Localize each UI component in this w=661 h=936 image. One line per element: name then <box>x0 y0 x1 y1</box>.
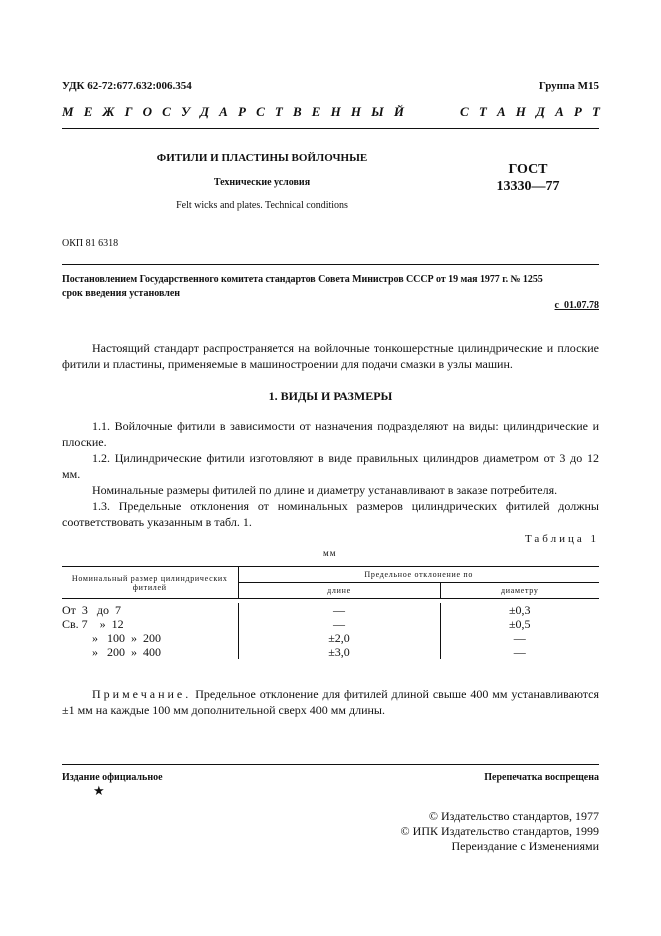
paragraph-1-1: 1.1. Войлочные фитили в зависимости от назначения подразделяют на виды: цилиндрические и плоские. <box>62 419 599 449</box>
size-cell: » 100 » 200 <box>92 631 161 645</box>
table-note <box>62 686 599 718</box>
size-cell: » 200 » 400 <box>92 645 161 659</box>
footer-divider <box>62 764 599 765</box>
group-code: Группа М15 <box>538 80 599 92</box>
reprint-prohibited: Перепечатка воспрещена <box>484 772 599 783</box>
table-row <box>62 645 599 659</box>
document-title: ФИТИЛИ И ПЛАСТИНЫ ВОЙЛОЧНЫЕ <box>156 152 368 164</box>
intro-paragraph: Настоящий стандарт распространяется на войлочные тонкошерстные цилиндрические и плоские фитили и пластины, применяемые в машиностроении для подачи смазки в узлы машин. <box>62 341 599 371</box>
header-nominal-size: Номинальный размер цилиндрических фитилей <box>62 567 238 599</box>
reissue-note: Переиздание с Изменениями <box>451 839 599 853</box>
paragraph-1-2: 1.2. Цилиндрические фитили изготовляют в виде правильных цилиндров диаметром от 3 до 12 мм. <box>62 451 599 481</box>
banner-interstate: М Е Ж Г О С У Д А Р С Т В Е Н Н Ы Й <box>62 104 404 119</box>
length-cell: — <box>238 603 440 617</box>
diameter-cell: — <box>440 645 599 659</box>
official-edition: Издание официальное <box>62 772 163 783</box>
header-deviation: Предельное отклонение по <box>238 567 599 583</box>
decree-line: Постановлением Государственного комитета стандартов Совета Министров СССР от 19 мая 1977 г. № 1255 <box>62 274 543 285</box>
gost-number: 13330—77 <box>496 179 560 194</box>
header-length: длине <box>238 583 440 599</box>
document-subtitle: Технические условия <box>213 177 311 188</box>
table-caption: Таблица 1 <box>524 533 599 545</box>
decree-effective-label: срок введения установлен <box>62 288 181 299</box>
length-cell: ±2,0 <box>238 631 440 645</box>
effective-date: с 01.07.78 <box>554 300 599 311</box>
banner-standard: С Т А Н Д А Р Т <box>460 104 600 119</box>
star-icon: ★ <box>93 783 105 798</box>
standard-banner <box>62 104 602 126</box>
udk-code: УДК 62-72:677.632:006.354 <box>62 80 192 92</box>
length-cell: — <box>238 617 440 631</box>
table-unit: мм <box>323 548 337 558</box>
title-divider <box>62 264 599 265</box>
size-cell: Св. 7 » 12 <box>62 617 124 631</box>
note-label: Примечание. <box>92 687 192 701</box>
diameter-cell: ±0,3 <box>440 603 599 617</box>
copyright-1977: © Издательство стандартов, 1977 <box>428 809 599 823</box>
size-cell: От 3 до 7 <box>62 603 122 617</box>
tolerance-table <box>62 566 599 659</box>
english-title: Felt wicks and plates. Technical conditions <box>176 200 348 211</box>
header-divider <box>62 128 599 129</box>
paragraph-1-2-sizes: Номинальные размеры фитилей по длине и диаметру устанавливают в заказе потребителя. <box>92 483 558 497</box>
section-heading: 1. ВИДЫ И РАЗМЕРЫ <box>268 389 393 403</box>
length-cell: ±3,0 <box>238 645 440 659</box>
diameter-cell: ±0,5 <box>440 617 599 631</box>
header-diameter: диаметру <box>440 583 599 599</box>
table-row <box>62 603 599 617</box>
okp-code: ОКП 81 6318 <box>62 238 119 249</box>
table-row <box>62 631 599 645</box>
paragraph-1-3: 1.3. Предельные отклонения от номинальных размеров цилиндрических фитилей должны соответствовать указанным в табл. 1. <box>62 499 599 529</box>
note-text: Предельное отклонение для фитилей длиной свыше 400 мм устанавливаются ±1 мм на каждые 100 мм дополнительной сверх 400 мм длины. <box>62 687 600 717</box>
copyright-1999: © ИПК Издательство стандартов, 1999 <box>400 824 599 838</box>
gost-label: ГОСТ <box>508 162 548 177</box>
table-row <box>62 617 599 631</box>
diameter-cell: — <box>440 631 599 645</box>
